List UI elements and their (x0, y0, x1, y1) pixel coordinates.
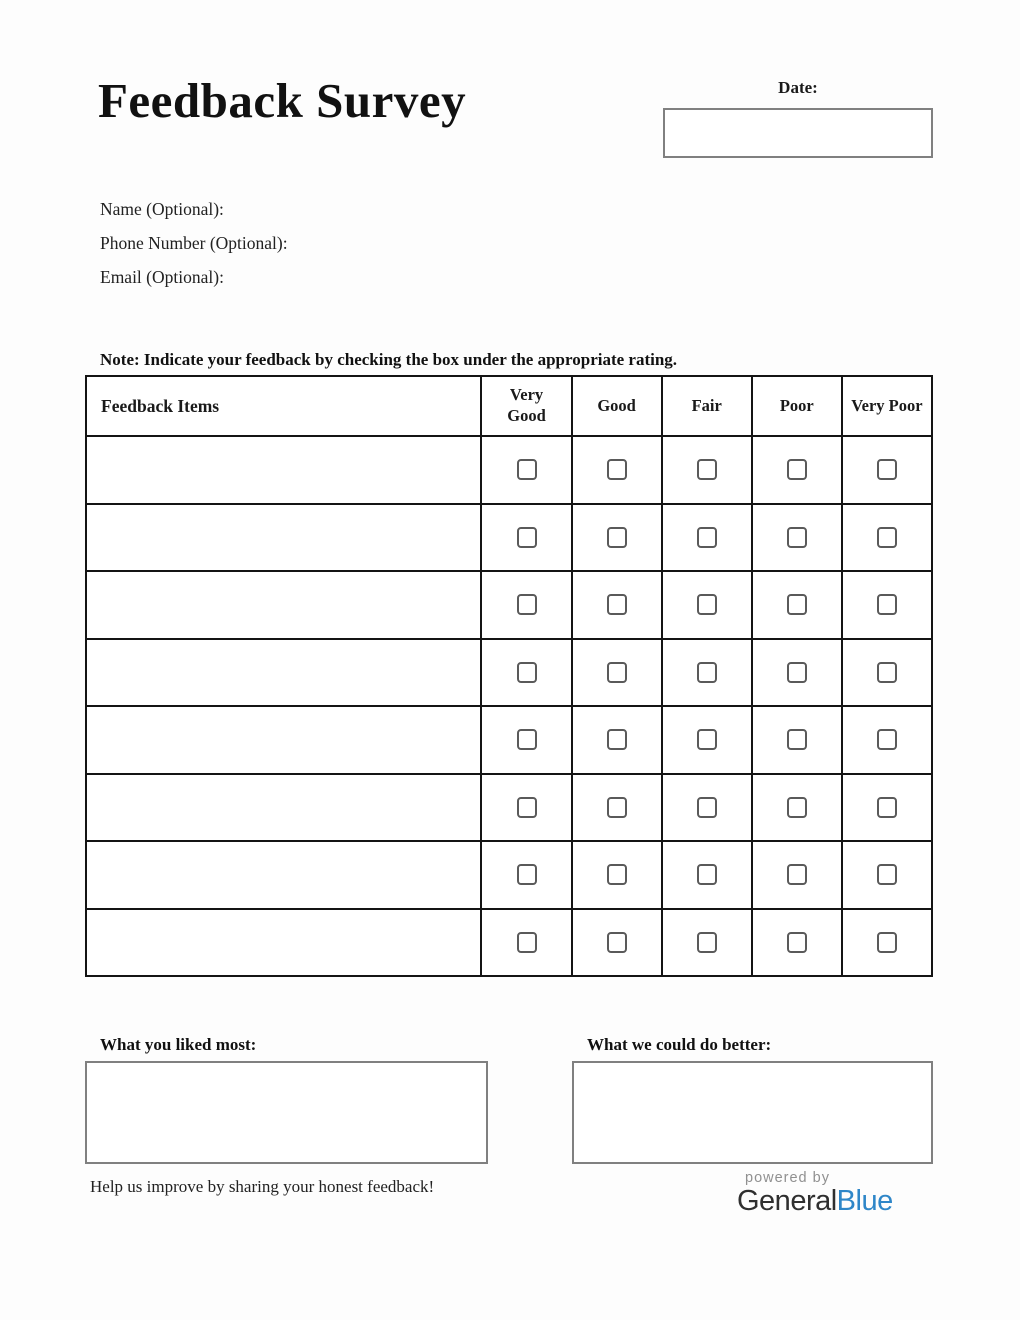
checkbox-very-good[interactable] (517, 662, 537, 683)
table-row (86, 841, 932, 909)
checkbox-poor[interactable] (787, 594, 807, 615)
checkbox-very-poor[interactable] (877, 729, 897, 750)
rating-cell-good (572, 909, 662, 977)
table-row (86, 774, 932, 842)
checkbox-fair[interactable] (697, 527, 717, 548)
feedback-table-header (86, 376, 932, 436)
rating-cell-good (572, 774, 662, 842)
checkbox-poor[interactable] (787, 729, 807, 750)
rating-cell-very-good (481, 436, 571, 504)
brand-wordmark (737, 1185, 893, 1217)
feedback-item-cell[interactable] (86, 639, 481, 707)
rating-cell-poor (752, 909, 842, 977)
checkbox-fair[interactable] (697, 594, 717, 615)
rating-header-very-poor: Very Poor (842, 376, 932, 436)
rating-cell-poor (752, 841, 842, 909)
checkbox-poor[interactable] (787, 662, 807, 683)
checkbox-good[interactable] (607, 729, 627, 750)
feedback-item-cell[interactable] (86, 436, 481, 504)
checkbox-very-poor[interactable] (877, 864, 897, 885)
phone-field-label: Phone Number (Optional): (100, 232, 288, 253)
rating-cell-good (572, 706, 662, 774)
rating-cell-very-poor (842, 639, 932, 707)
table-row (86, 706, 932, 774)
instruction-note: Note: Indicate your feedback by checking the box under the appropriate rating. (100, 350, 678, 369)
table-row (86, 436, 932, 504)
checkbox-very-good[interactable] (517, 797, 537, 818)
rating-cell-fair (662, 909, 752, 977)
rating-header-fair: Fair (662, 376, 752, 436)
liked-most-input[interactable] (85, 1061, 488, 1164)
checkbox-good[interactable] (607, 527, 627, 548)
checkbox-very-poor[interactable] (877, 594, 897, 615)
feedback-item-cell[interactable] (86, 571, 481, 639)
rating-cell-very-poor (842, 706, 932, 774)
rating-cell-good (572, 504, 662, 572)
rating-cell-poor (752, 436, 842, 504)
rating-cell-very-good (481, 841, 571, 909)
rating-cell-fair (662, 774, 752, 842)
rating-cell-good (572, 436, 662, 504)
table-row (86, 639, 932, 707)
checkbox-very-good[interactable] (517, 864, 537, 885)
checkbox-good[interactable] (607, 932, 627, 953)
checkbox-good[interactable] (607, 594, 627, 615)
date-label: Date: (778, 78, 818, 97)
checkbox-very-good[interactable] (517, 729, 537, 750)
rating-cell-very-good (481, 504, 571, 572)
checkbox-good[interactable] (607, 662, 627, 683)
rating-header-good: Good (572, 376, 662, 436)
rating-cell-fair (662, 639, 752, 707)
checkbox-very-poor[interactable] (877, 459, 897, 480)
general-blue-logo (737, 1170, 893, 1218)
checkbox-very-good[interactable] (517, 594, 537, 615)
rating-cell-poor (752, 571, 842, 639)
checkbox-very-good[interactable] (517, 459, 537, 480)
checkbox-very-poor[interactable] (877, 527, 897, 548)
rating-cell-fair (662, 571, 752, 639)
rating-header-poor: Poor (752, 376, 842, 436)
feedback-item-cell[interactable] (86, 909, 481, 977)
rating-cell-fair (662, 841, 752, 909)
powered-by-text: powered by (745, 1170, 830, 1186)
rating-cell-poor (752, 706, 842, 774)
rating-cell-very-poor (842, 504, 932, 572)
rating-cell-good (572, 841, 662, 909)
rating-cell-very-good (481, 774, 571, 842)
brand-general-text: General (737, 1185, 837, 1217)
feedback-item-cell[interactable] (86, 504, 481, 572)
date-section (663, 78, 933, 158)
checkbox-very-poor[interactable] (877, 932, 897, 953)
checkbox-poor[interactable] (787, 797, 807, 818)
table-row (86, 909, 932, 977)
rating-cell-very-poor (842, 841, 932, 909)
checkbox-poor[interactable] (787, 459, 807, 480)
feedback-item-cell[interactable] (86, 841, 481, 909)
checkbox-fair[interactable] (697, 797, 717, 818)
header-row (86, 376, 932, 436)
checkbox-very-poor[interactable] (877, 797, 897, 818)
feedback-item-cell[interactable] (86, 774, 481, 842)
rating-cell-very-poor (842, 774, 932, 842)
rating-cell-poor (752, 774, 842, 842)
rating-cell-very-good (481, 909, 571, 977)
feedback-item-cell[interactable] (86, 706, 481, 774)
rating-cell-very-poor (842, 909, 932, 977)
page-title: Feedback Survey (98, 73, 467, 128)
checkbox-fair[interactable] (697, 932, 717, 953)
checkbox-good[interactable] (607, 797, 627, 818)
checkbox-fair[interactable] (697, 729, 717, 750)
checkbox-poor[interactable] (787, 864, 807, 885)
rating-cell-fair (662, 706, 752, 774)
rating-cell-very-good (481, 706, 571, 774)
do-better-label: What we could do better: (587, 1035, 772, 1054)
checkbox-fair[interactable] (697, 864, 717, 885)
brand-blue-text: Blue (836, 1185, 893, 1217)
rating-cell-good (572, 571, 662, 639)
checkbox-poor[interactable] (787, 527, 807, 548)
liked-most-label: What you liked most: (100, 1035, 257, 1054)
name-field-label: Name (Optional): (100, 198, 224, 219)
rating-cell-poor (752, 504, 842, 572)
rating-cell-very-good (481, 639, 571, 707)
help-text: Help us improve by sharing your honest feedback! (90, 1177, 435, 1196)
checkbox-good[interactable] (607, 459, 627, 480)
table-row (86, 571, 932, 639)
rating-cell-very-poor (842, 571, 932, 639)
checkbox-good[interactable] (607, 864, 627, 885)
email-field-label: Email (Optional): (100, 266, 224, 287)
checkbox-very-poor[interactable] (877, 662, 897, 683)
checkbox-very-good[interactable] (517, 932, 537, 953)
rating-cell-fair (662, 436, 752, 504)
rating-header-very-good: Very Good (481, 376, 571, 436)
date-input[interactable] (663, 108, 933, 158)
rating-cell-fair (662, 504, 752, 572)
checkbox-very-good[interactable] (517, 527, 537, 548)
table-row (86, 504, 932, 572)
contact-fields (100, 192, 288, 294)
rating-cell-very-poor (842, 436, 932, 504)
checkbox-fair[interactable] (697, 459, 717, 480)
checkbox-fair[interactable] (697, 662, 717, 683)
checkbox-poor[interactable] (787, 932, 807, 953)
feedback-table (85, 375, 933, 977)
rating-cell-good (572, 639, 662, 707)
feedback-table-body (86, 436, 932, 976)
do-better-input[interactable] (572, 1061, 933, 1164)
rating-cell-very-good (481, 571, 571, 639)
feedback-items-header: Feedback Items (86, 376, 481, 436)
rating-cell-poor (752, 639, 842, 707)
